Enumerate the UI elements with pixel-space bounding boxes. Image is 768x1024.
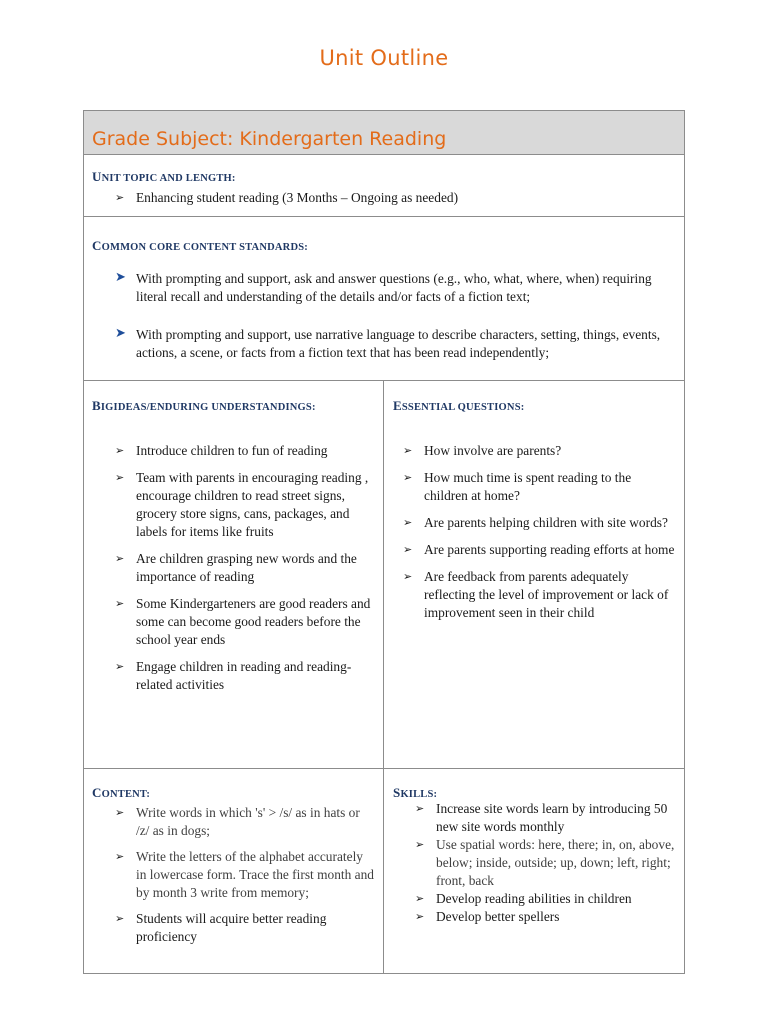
arrow-bullet-icon: ➢	[403, 444, 413, 457]
essential-questions-list	[400, 442, 676, 622]
arrow-bullet-icon: ➢	[403, 543, 413, 556]
list-item: ➢ Write words in which 's' > /s/ as in hats or /z/ as in dogs;	[115, 805, 360, 838]
essential-questions-heading: ESSENTIAL QUESTIONS:	[393, 398, 525, 413]
divider	[84, 216, 684, 217]
big-ideas-list	[112, 442, 374, 694]
arrow-bullet-icon: ➢	[115, 912, 125, 925]
arrow-bullet-icon: ➤	[115, 326, 126, 341]
column-divider	[383, 380, 384, 974]
unit-topic-list	[112, 189, 672, 207]
skills-list	[412, 800, 682, 926]
arrow-bullet-icon: ➢	[115, 191, 125, 204]
list-item: ➢ Enhancing student reading (3 Months – Ongoing as needed)	[115, 190, 459, 205]
page-title: Unit Outline	[319, 46, 449, 70]
arrow-bullet-icon: ➤	[115, 270, 126, 285]
grade-subject-label: Grade Subject: Kindergarten Reading	[92, 128, 447, 150]
arrow-bullet-icon: ➢	[115, 444, 125, 457]
list-item: ➢ Students will acquire better reading proficiency	[115, 911, 327, 944]
list-item: ➢ Develop better spellers	[415, 909, 560, 924]
list-item: ➢ Use spatial words: here, there; in, on, above, below; inside, outside; up, down; left, right; front, back	[415, 837, 675, 888]
content-list	[112, 804, 374, 946]
list-item: ➢ Are parents helping children with site words?	[403, 515, 668, 530]
content-heading: CONTENT:	[92, 785, 151, 800]
big-ideas-heading: BIGIDEAS/ENDURING UNDERSTANDINGS:	[92, 398, 316, 413]
arrow-bullet-icon: ➢	[403, 570, 413, 583]
arrow-bullet-icon: ➢	[403, 516, 413, 529]
divider	[84, 380, 684, 381]
list-item: ➢ Are parents supporting reading efforts at home	[403, 542, 675, 557]
arrow-bullet-icon: ➢	[115, 597, 125, 610]
list-item: ➢ Engage children in reading and reading-related activities	[115, 659, 352, 692]
list-item: ➤ With prompting and support, use narrative language to describe characters, setting, things, events, actions, a scene, or facts from a fiction text that has been read independently;	[115, 326, 661, 360]
arrow-bullet-icon: ➢	[415, 802, 425, 815]
arrow-bullet-icon: ➢	[115, 660, 125, 673]
standards-heading: COMMON CORE CONTENT STANDARDS:	[92, 238, 308, 253]
arrow-bullet-icon: ➢	[115, 471, 125, 484]
list-item: ➢ Develop reading abilities in children	[415, 891, 632, 906]
divider	[84, 154, 684, 155]
list-item: ➢ Are feedback from parents adequately reflecting the level of improvement or lack of improvement seen in their child	[403, 569, 669, 620]
list-item: ➢ Introduce children to fun of reading	[115, 443, 328, 458]
arrow-bullet-icon: ➢	[415, 838, 425, 851]
list-item: ➢ Write the letters of the alphabet accurately in lowercase form. Trace the first month and by month 3 write from memory;	[115, 849, 374, 900]
arrow-bullet-icon: ➢	[415, 892, 425, 905]
list-item: ➢ Increase site words learn by introducing 50 new site words monthly	[415, 801, 668, 834]
list-item: ➤ With prompting and support, ask and answer questions (e.g., who, what, where, when) requiring literal recall and understanding of the details and/or facts of a fiction text;	[115, 270, 652, 304]
list-item: ➢ How involve are parents?	[403, 443, 562, 458]
divider	[84, 768, 684, 769]
arrow-bullet-icon: ➢	[403, 471, 413, 484]
list-item: ➢ Are children grasping new words and the importance of reading	[115, 551, 357, 584]
unit-topic-heading: UNIT TOPIC AND LENGTH:	[92, 169, 236, 184]
unit-outline-table	[83, 110, 685, 974]
grade-subject-row	[84, 111, 684, 154]
list-item: ➢ How much time is spent reading to the children at home?	[403, 470, 632, 503]
skills-heading: SKILLS:	[393, 785, 438, 800]
arrow-bullet-icon: ➢	[115, 552, 125, 565]
arrow-bullet-icon: ➢	[415, 910, 425, 923]
list-item: ➢ Team with parents in encouraging reading , encourage children to read street signs, grocery store signs, cans, packages, and labels for items like fruits	[115, 470, 369, 539]
arrow-bullet-icon: ➢	[115, 806, 125, 819]
arrow-bullet-icon: ➢	[115, 850, 125, 863]
standards-list	[112, 270, 672, 362]
list-item: ➢ Some Kindergarteners are good readers and some can become good readers before the school year ends	[115, 596, 371, 647]
